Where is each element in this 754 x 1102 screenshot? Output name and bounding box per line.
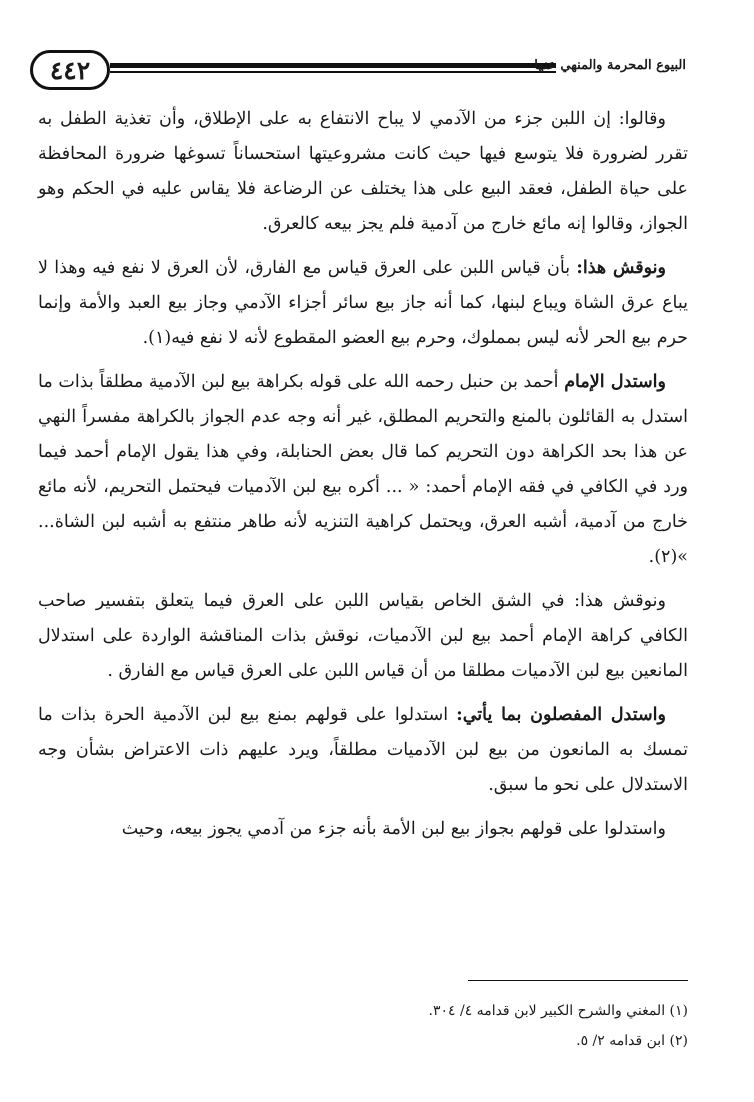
paragraph-text: ونوقش هذا: في الشق الخاص بقياس اللبن على العرق فيما يتعلق بتفسير صاحب الكافي كراهة الإمام أحمد بيع لبن الآدميات، نوقش بذات المناقشة الواردة على استدلال المانعين بيع لبن الآدميات مطلقا من أن قياس اللبن على العرق قياس مع الفارق . (38, 591, 688, 681)
footnote: (١) المغني والشرح الكبير لابن قدامه ٤/ ٣٠٤. (428, 1003, 688, 1019)
running-title: البيوع المحرمة والمنهي عنها (534, 58, 686, 73)
header-rule-thick (110, 63, 556, 68)
paragraph-text: أحمد بن حنبل رحمه الله على قوله بكراهة بيع لبن الآدمية مطلقاً بذات ما استدل به القائلون بالمنع والتحريم المطلق، غير أنه وجه عدم الجواز بالكراهة مفسراً النهي عن هذا بحد الكراهة دون التحريم كما قال بعض الحنابلة، وفي هذا يقول الإمام أحمد فيما ورد في الكافي في فقه الإمام أحمد: « ... أكره بيع لبن الآدميات فيحتمل التحريم، لأنه مائع خارج من آدمية، أشبه العرق، ويحتمل كراهية التنزيه لأنه طاهر منتفع به أشبه لبن الشاة... »(٢). (38, 372, 688, 567)
paragraph (38, 812, 688, 847)
paragraph (38, 584, 688, 689)
footnotes (68, 996, 688, 1056)
body-text (38, 102, 688, 856)
paragraph-lead: واستدل المفصلون بما يأتي: (456, 705, 666, 725)
paragraph-lead: ونوقش هذا: (576, 258, 666, 278)
paragraph-text: وقالوا: إن اللبن جزء من الآدمي لا يباح الانتفاع به على الإطلاق، وأن تغذية الطفل به تقرر لضرورة فلا يتوسع فيها حيث كانت مشروعيتها استحساناً تسوغها ضرورة المحافظة على حياة الطفل، فعقد البيع على هذا يختلف عن الرضاعة فلا يقاس عليه في الحكم وهو الجواز، وقالوا إنه مائع خارج من آدمية فلم يجز بيعه كالعرق. (38, 109, 688, 234)
paragraph-text: استدلوا على قولهم بمنع بيع لبن الآدمية الحرة بذات ما تمسك به المانعون من بيع لبن الآدميات مطلقاً، ويرد عليهم ذات الاعتراض بشأن وجه الاستدلال على نحو ما سبق. (38, 705, 688, 795)
paragraph (38, 365, 688, 575)
paragraph (38, 251, 688, 356)
paragraph-text: واستدلوا على قولهم بجواز بيع لبن الأمة بأنه جزء من آدمي يجوز بيعه، وحيث (121, 819, 666, 839)
paragraph-text: بأن قياس اللبن على العرق قياس مع الفارق، لأن العرق لا نفع فيه وهذا لا يباع عرق الشاة ويباع لبنها، كما أنه جاز بيع سائر أجزاء الآدمي وجاز بيع العبد والأمة وإنما حرم بيع الحر لأنه ليس بمملوك، وحرم بيع العضو المقطوع لأنه لا نفع فيه(١). (38, 258, 688, 348)
footnote: (٢) ابن قدامه ٢/ ٥. (576, 1033, 688, 1049)
page-header (30, 50, 686, 96)
header-rule-thin (110, 71, 556, 73)
footnote-separator (468, 980, 688, 981)
page-number: ٤٤٢ (30, 50, 110, 90)
paragraph-lead: واستدل الإمام (564, 372, 666, 392)
paragraph (38, 102, 688, 242)
paragraph (38, 698, 688, 803)
